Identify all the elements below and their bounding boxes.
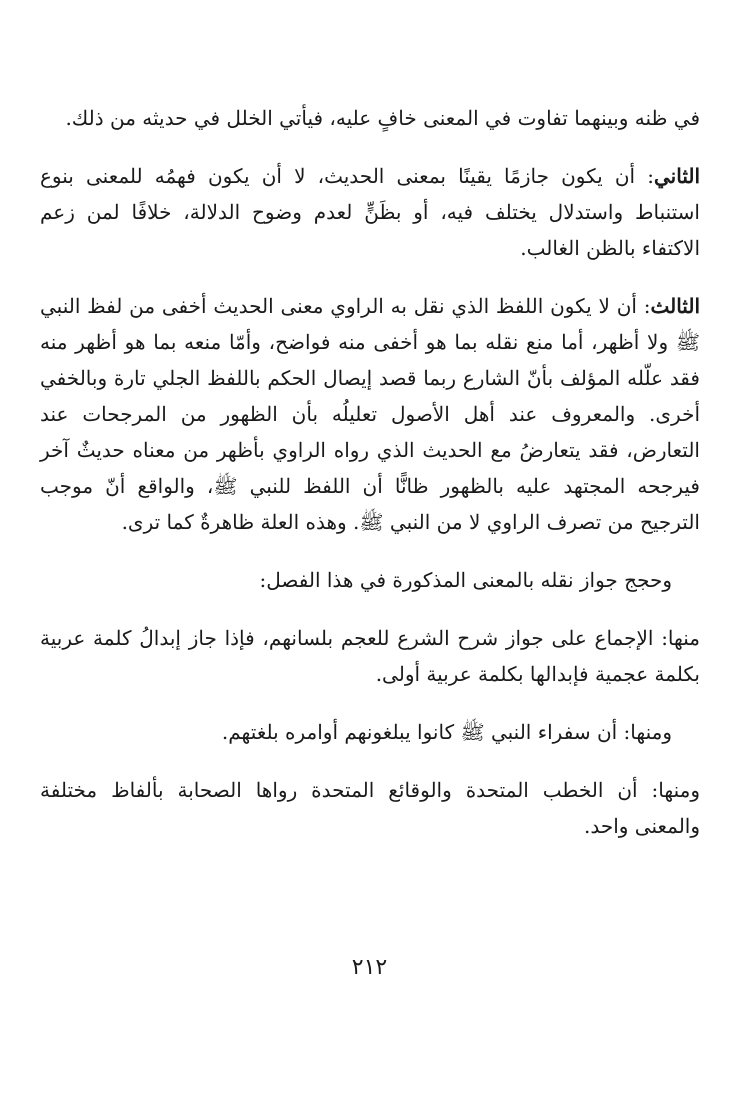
paragraph-5-text: منها: الإجماع على جواز شرح الشرع للعجم بلسانهم، فإذا جاز إبدالُ كلمة عربية بكلمة عجمية فإبدالها بكلمة عربية أولى. bbox=[40, 626, 700, 686]
paragraph-5 bbox=[40, 620, 700, 692]
paragraph-7 bbox=[40, 772, 700, 844]
paragraph-1-text: في ظنه وبينهما تفاوت في المعنى خافٍ عليه، فيأتي الخلل في حديثه من ذلك. bbox=[65, 106, 700, 130]
paragraph-2 bbox=[40, 158, 700, 266]
paragraph-4-text: وحجج جواز نقله بالمعنى المذكورة في هذا الفصل: bbox=[259, 568, 672, 592]
paragraph-4 bbox=[40, 562, 700, 598]
paragraph-3 bbox=[40, 288, 700, 540]
paragraph-1 bbox=[40, 100, 700, 136]
paragraph-6 bbox=[40, 714, 700, 750]
paragraph-2-lead: الثاني bbox=[653, 164, 700, 188]
page-number: ٢١٢ bbox=[351, 955, 388, 980]
page-body bbox=[40, 100, 700, 866]
paragraph-6-text: ومنها: أن سفراء النبي ﷺ كانوا يبلغونهم أوامره بلغتهم. bbox=[221, 720, 672, 744]
paragraph-3-lead: الثالث bbox=[650, 294, 700, 318]
paragraph-2-text: : أن يكون جازمًا يقينًا بمعنى الحديث، لا أن يكون فهمُه للمعنى بنوع استنباط واستدلال يختلف فيه، أو بظَنٍّ لعدم وضوح الدلالة، خلافًا لمن زعم الاكتفاء بالظن الغالب. bbox=[40, 164, 700, 260]
paragraph-3-text: : أن لا يكون اللفظ الذي نقل به الراوي معنى الحديث أخفى من لفظ النبي ﷺ ولا أظهر، أما منع نقله بما هو أخفى منه فواضح، وأمّا منعه بما هو أظهر منه فقد علّله المؤلف بأنّ الشارع ربما قصد إيصال الحكم باللفظ الجلي تارة وبالخفي أخرى. والمعروف عند أهل الأصول تعليلُه بأن الظهور من المرجحات عند التعارض، فقد يتعارضُ مع الحديث الذي رواه الراوي بأظهر من معناه حديثٌ آخر فيرجحه المجتهد عليه بالظهور ظانًّا أن اللفظ للنبي ﷺ، والواقع أنّ موجب الترجيح من تصرف الراوي لا من النبي ﷺ. وهذه العلة ظاهرةٌ كما ترى. bbox=[40, 294, 700, 534]
paragraph-7-text: ومنها: أن الخطب المتحدة والوقائع المتحدة رواها الصحابة بألفاظ مختلفة والمعنى واحد. bbox=[40, 778, 700, 838]
